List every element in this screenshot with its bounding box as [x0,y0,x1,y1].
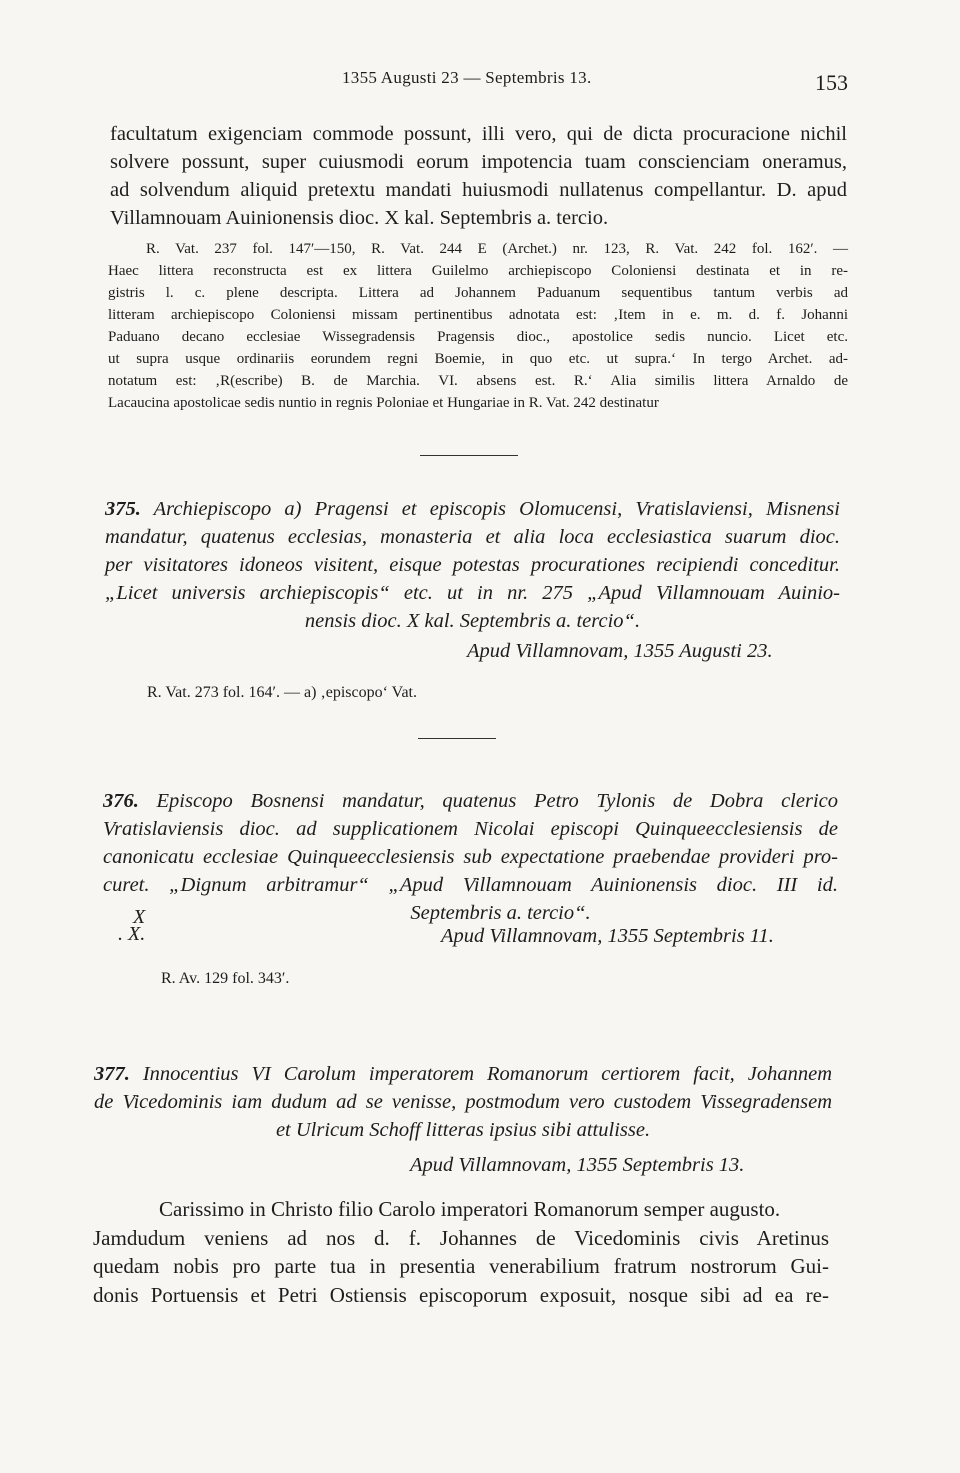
doc377-text [93,1195,829,1309]
text-line: donis Portuensis et Petri Ostiensis episcoporum exposuit, nosque sibi ad ea re- [93,1282,829,1307]
text-line: facultatum exigenciam commode possunt, illi vero, qui de dicta procuracione nichil [110,123,847,145]
apparatus-line: ut supra usque ordinariis eorundem regni Boemie, in quo etc. ut supra.‘ In tergo Archet. ad- [108,351,848,367]
apparatus-line: notatum est: ‚R(escribe) B. de Marchia. VI. absens est. R.‘ Alia similis littera Arnaldo de [108,373,848,389]
text-line: Jamdudum veniens ad nos d. f. Johannes de Vicedominis civis Aretinus [93,1225,829,1250]
doc375-date: Apud Villamnovam, 1355 Augusti 23. [467,640,773,662]
summary-line: canonicatu ecclesiae Quinqueecclesiensis sub expectatione praebendae provideri pro- [103,846,838,868]
summary-line: 377. Innocentius VI Carolum imperatorem Romanorum certiorem facit, Johannem [94,1063,832,1085]
doc375-number: 375. [105,498,141,520]
text-line: Carissimo in Christo filio Carolo imperatori Romanorum semper augusto. [159,1197,781,1221]
running-header: 1355 Augusti 23 — Septembris 13. [342,68,592,87]
summary-line: Septembris a. tercio“. [410,902,591,924]
summary-line: nensis dioc. X kal. Septembris a. tercio“. [304,610,641,632]
summary-line: 375. Archiepiscopo a) Pragensi et episcopis Olomucensi, Vratislaviensi, Misnensi [105,498,840,520]
apparatus-top [108,238,848,414]
margin-mark: . X. [118,923,146,945]
apparatus-line: litteram archiepiscopo Coloniensi missam pertinentibus adnotata est: ‚Item in e. m. d. f. Johanni [108,307,848,323]
text-line: quedam nobis pro parte tua in presentia venerabilium fratrum nostrorum Gui- [93,1254,829,1278]
doc376-number: 376. [103,790,139,812]
doc377-number: 377. [94,1063,130,1085]
doc377-summary [94,1060,832,1144]
text-line: ad solvendum aliquid pretextu mandati huiusmodi nullatenus compellantur. D. apud [110,179,847,201]
doc375-apparatus: R. Vat. 273 fol. 164′. — a) ‚episcopo‘ Vat. [147,684,417,701]
apparatus-line: R. Vat. 237 fol. 147′—150, R. Vat. 244 E (Archet.) nr. 123, R. Vat. 242 fol. 162′. — [146,241,848,257]
apparatus-line: Haec littera reconstructa est ex littera Guilelmo archiepiscopo Coloniensi destinata et in re- [108,263,848,279]
summary-line: „Licet universis archiepiscopis“ etc. ut in nr. 275 „Apud Villamnouam Auinio- [105,582,840,604]
text-line: Villamnouam Auinionensis dioc. X kal. Septembris a. tercio. [110,207,609,229]
margin-mark: X [133,906,146,928]
section-divider [418,738,496,739]
top-paragraph [110,120,847,232]
summary-line: per visitatores idoneos visitent, eisque potestas procurationes recipiendi conceditur. [105,554,840,576]
doc375-summary [105,495,840,635]
summary-line: et Ulricum Schoff litteras ipsius sibi attulisse. [275,1119,651,1141]
doc377-date: Apud Villamnovam, 1355 Septembris 13. [410,1154,745,1176]
summary-line: mandatur, quatenus ecclesias, monasteria et alia loca ecclesiastica suarum dioc. [105,526,840,548]
page-number: 153 [815,70,848,95]
summary-line: Vratislaviensis dioc. ad supplicationem Nicolai episcopi Quinqueecclesiensis de [103,818,838,840]
doc376-summary [103,787,838,927]
summary-line: de Vicedominis iam dudum ad se venisse, postmodum vero custodem Vissegradensem [94,1091,832,1113]
apparatus-line: gistris l. c. plene descripta. Littera ad Johannem Paduanum sequentibus tantum verbis ad [108,285,848,301]
section-divider [420,455,518,456]
apparatus-line: Paduano decano ecclesiae Wissegradensis Pragensis dioc., apostolice sedis nuncio. Licet etc. [108,329,848,345]
apparatus-line: Lacaucina apostolicae sedis nuntio in regnis Poloniae et Hungariae in R. Vat. 242 destinatur [108,395,659,411]
doc376-date: Apud Villamnovam, 1355 Septembris 11. [441,925,774,947]
text-line: solvere possunt, super cuiusmodi eorum impotencia tuam conscienciam oneramus, [110,151,847,173]
summary-line: curet. „Dignum arbitramur“ „Apud Villamnouam Auinionensis dioc. III id. [103,874,838,896]
doc376-apparatus: R. Av. 129 fol. 343′. [161,970,290,987]
summary-line: 376. Episcopo Bosnensi mandatur, quatenus Petro Tylonis de Dobra clerico [103,790,838,812]
